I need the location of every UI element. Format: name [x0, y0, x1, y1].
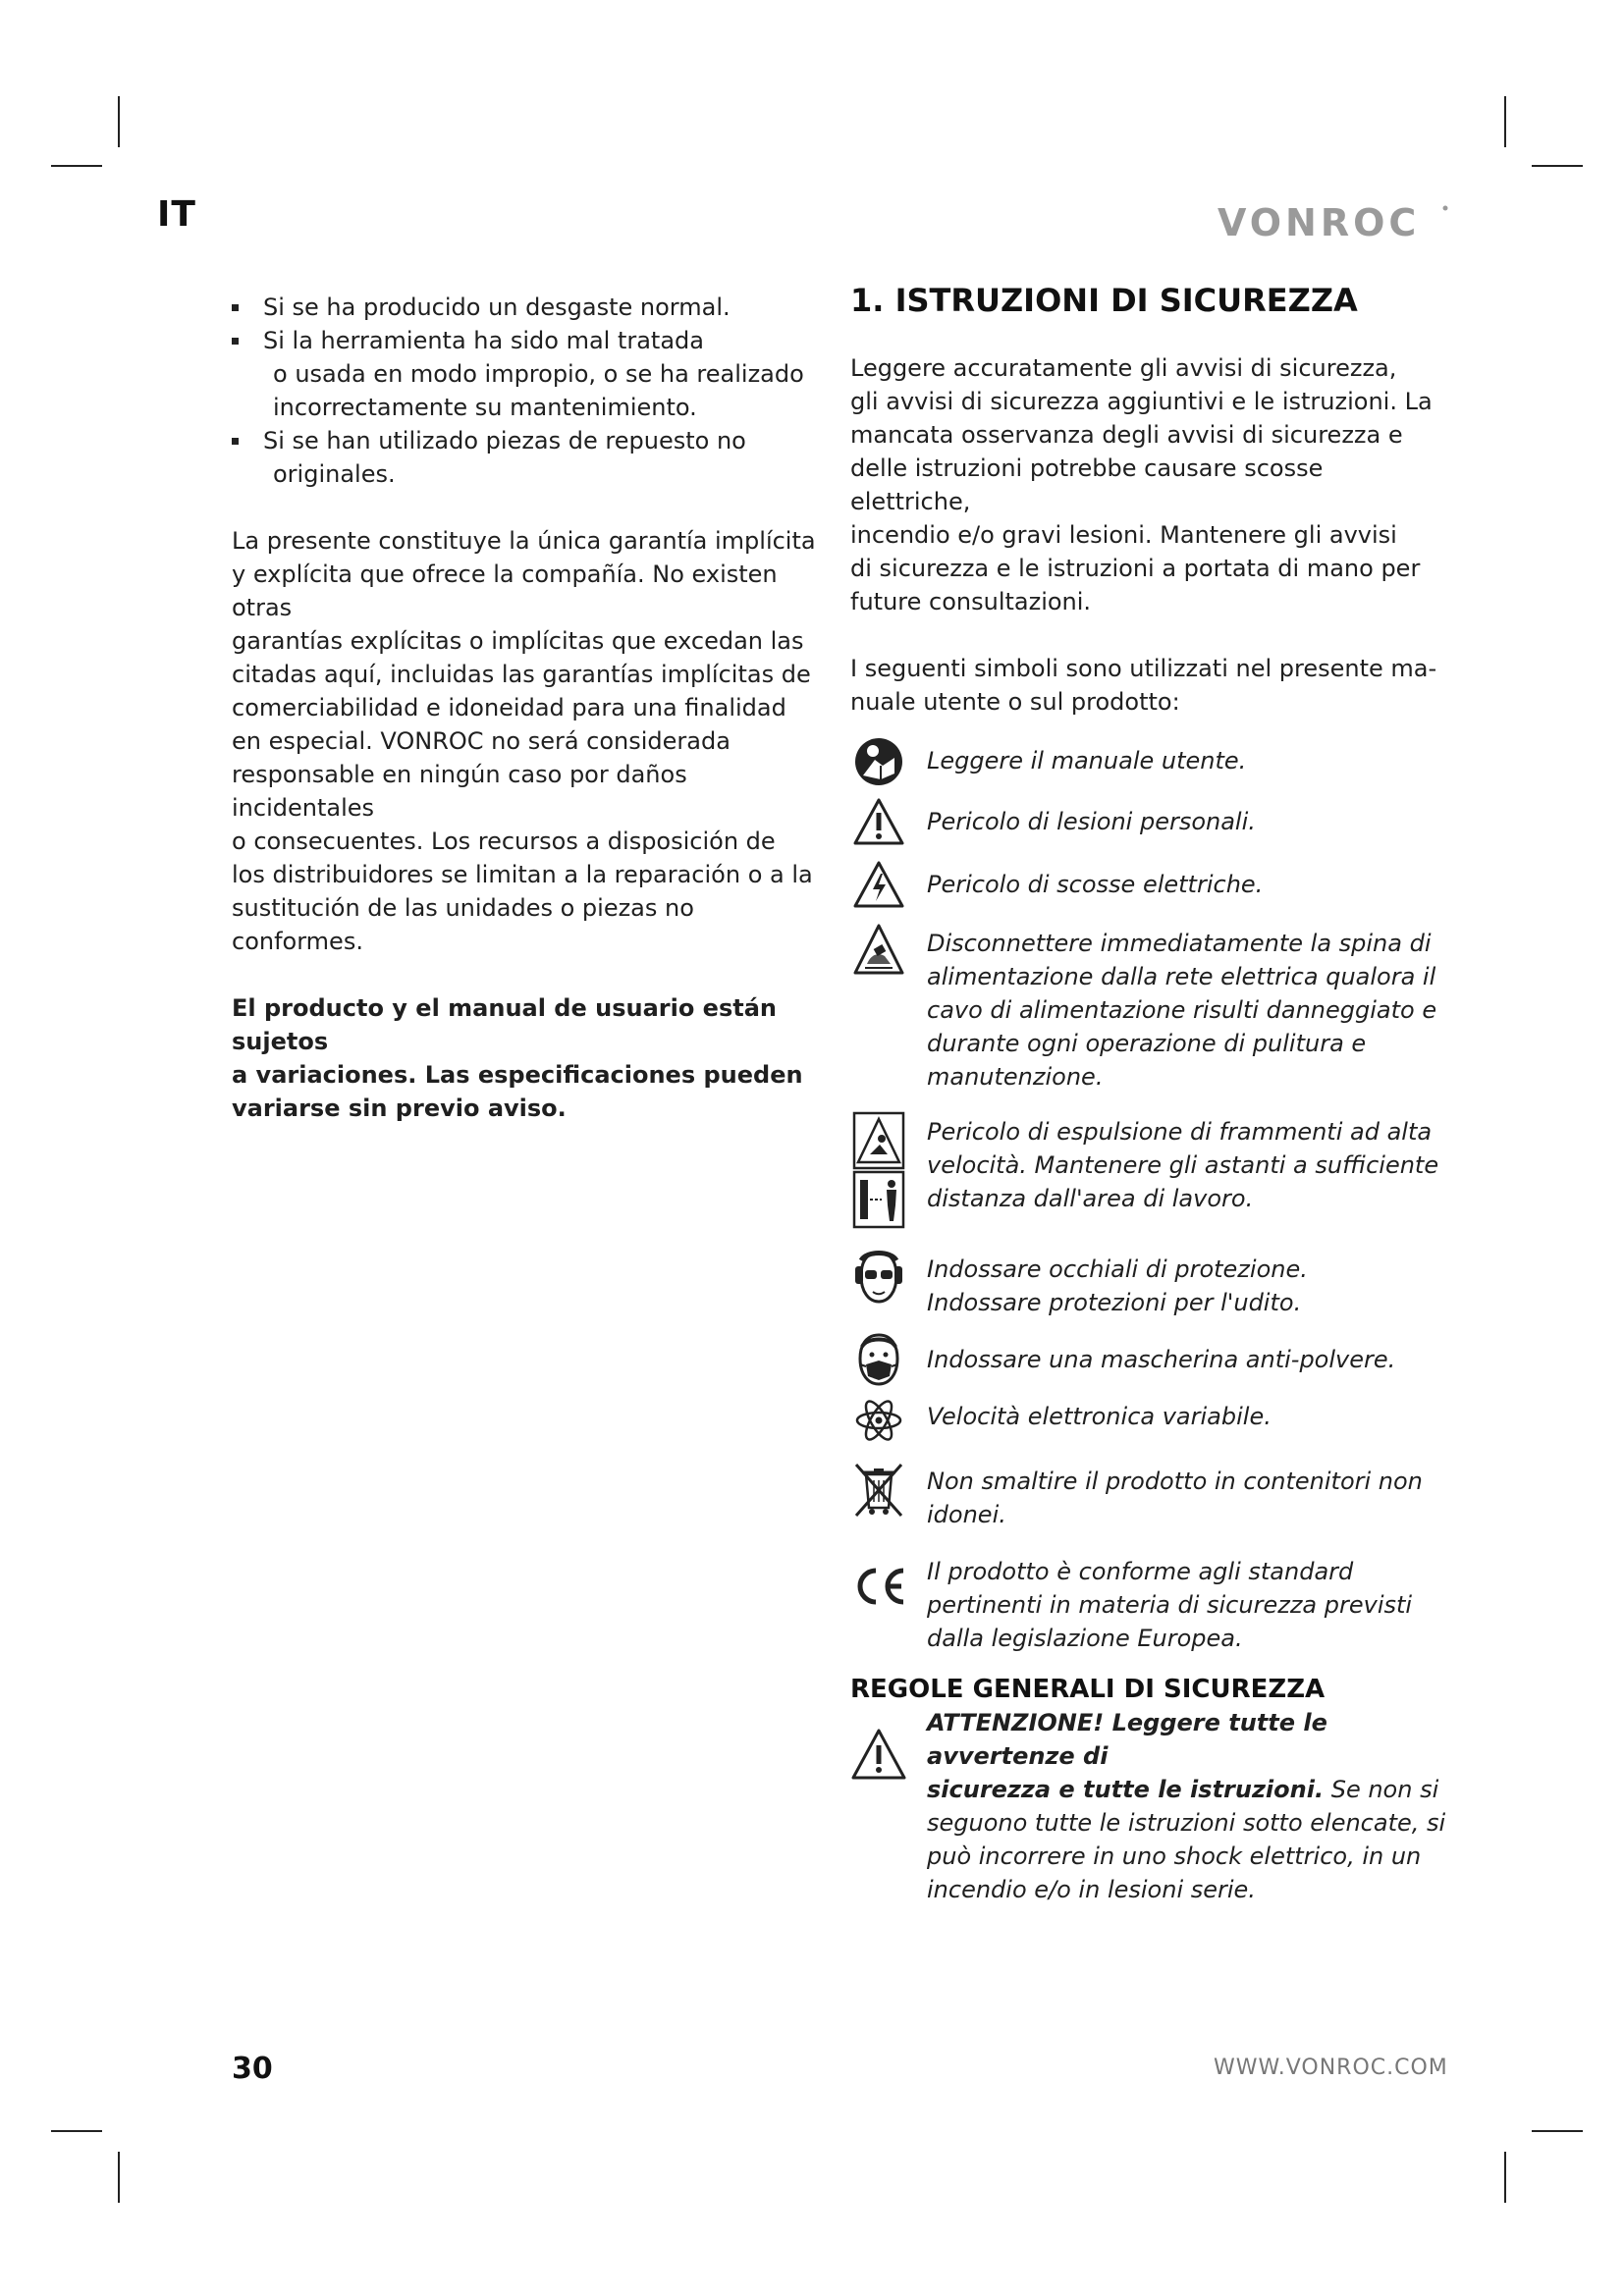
crop-mark — [1504, 2152, 1506, 2203]
symbol-text: Disconnettere immediatamente la spina di alimentazione dalla rete elettrica qualora il cavo di alimentazione risulti danneggiato e durante ogni operazione di pulitura e manutenzione. — [927, 930, 1437, 1091]
crop-mark — [51, 2130, 102, 2132]
symbols-intro: I seguenti simboli sono utilizzati nel presente ma- nuale utente o sul prodotto: — [850, 655, 1437, 716]
symbol-text: Leggere il manuale utente. — [927, 747, 1247, 774]
symbol-row — [850, 1461, 1449, 1531]
list-item-continuation: originales. — [273, 460, 396, 488]
dust-mask-icon — [854, 1331, 903, 1388]
warning-body-text: Se non si seguono tutte le istruzioni sotto elencate, si può incorrere in uno shock elettrico, in un incendio e/o in lesioni serie. — [927, 1776, 1446, 1903]
website-url: WWW.VONROC.COM — [1214, 2056, 1448, 2080]
symbol-text: Indossare una mascherina anti-polvere. — [927, 1346, 1396, 1373]
symbol-row — [850, 860, 1449, 909]
electric-shock-icon — [853, 860, 904, 909]
symbol-row — [850, 797, 1449, 846]
list-item: Si se ha producido un desgaste normal. — [232, 291, 821, 324]
right-column — [850, 281, 1449, 1906]
warning-triangle-icon — [853, 797, 904, 846]
weee-bin-icon — [852, 1461, 905, 1520]
crop-mark — [1504, 96, 1506, 147]
warning-bold-text: ATTENZIONE! Leggere tutte le avvertenze di sicurezza e tutte le istruzioni. — [927, 1709, 1327, 1803]
symbol-text: Pericolo di scosse elettriche. — [927, 871, 1264, 898]
unplug-icon — [853, 923, 904, 978]
warranty-paragraph: La presente constituye la única garantía implícita y explícita que ofrece la compañía. No existen otras garantías explícitas o implícitas que excedan las citadas aquí, incluidas las garantías implícitas de comerciabilidad e idoneidad para una finalidad en especial. VONROC no será considerada responsable en ningún caso por daños incidentales o consecuentes. Los recursos a disposición de los distribuidores se limitan a la reparación o a la sustitución de las unidades o piezas no conformes. — [232, 527, 816, 955]
crop-mark — [118, 2152, 120, 2203]
crop-mark — [1532, 2130, 1583, 2132]
language-code: IT — [157, 194, 196, 235]
symbol-text: Velocità elettronica variabile. — [927, 1403, 1272, 1430]
list-item-continuation: o usada en modo impropio, o se ha realizado incorrectamente su mantenimiento. — [273, 360, 804, 421]
general-warning-text — [927, 1706, 1449, 1906]
symbol-row — [850, 1331, 1449, 1388]
general-warning — [850, 1706, 1449, 1906]
vonroc-logo — [1218, 196, 1453, 245]
left-column — [232, 291, 821, 1125]
page-number: 30 — [232, 2052, 273, 2086]
crop-mark — [1532, 165, 1583, 167]
symbol-row — [850, 1249, 1449, 1319]
flying-debris-icon — [852, 1111, 905, 1229]
general-safety-title: REGOLE GENERALI DI SICUREZZA — [850, 1675, 1326, 1704]
symbol-row — [850, 736, 1449, 787]
variable-speed-icon — [853, 1396, 904, 1445]
symbol-text: Indossare occhiali di protezione. Indossare protezioni per l'udito. — [927, 1255, 1308, 1316]
symbol-row — [850, 1111, 1449, 1229]
warranty-exclusions-list — [232, 291, 821, 491]
ce-mark-icon — [850, 1565, 907, 1608]
notice-paragraph: El producto y el manual de usuario están sujetos a variaciones. Las especificaciones pueden variarse sin previo aviso. — [232, 994, 803, 1122]
symbol-text: Non smaltire il prodotto in contenitori non idonei. — [927, 1468, 1423, 1528]
goggles-earmuffs-icon — [853, 1249, 904, 1306]
warning-triangle-icon — [851, 1728, 906, 1781]
section-title: 1. ISTRUZIONI DI SICUREZZA — [850, 282, 1358, 319]
symbol-row — [850, 923, 1449, 1094]
brand-wordmark: VONROC — [1218, 201, 1421, 244]
symbol-row — [850, 1555, 1449, 1655]
crop-mark — [118, 96, 120, 147]
list-item: Si la herramienta ha sido mal tratada — [232, 324, 821, 357]
list-item: Si se han utilizado piezas de repuesto no — [232, 424, 821, 457]
intro-paragraph: Leggere accuratamente gli avvisi di sicurezza, gli avvisi di sicurezza aggiuntivi e le istruzioni. La mancata osservanza degli avvisi di sicurezza e delle istruzioni potrebbe causare scosse elettriche, incendio e/o gravi lesioni. Mantenere gli avvisi di sicurezza e le istruzioni a portata di mano per future consultazioni. — [850, 354, 1433, 615]
symbol-row — [850, 1396, 1449, 1445]
symbol-text: Il prodotto è conforme agli standard pertinenti in materia di sicurezza previsti dalla legislazione Europea. — [927, 1558, 1413, 1652]
symbol-text: Pericolo di lesioni personali. — [927, 808, 1256, 835]
symbol-text: Pericolo di espulsione di frammenti ad alta velocità. Mantenere gli astanti a sufficiente distanza dall'area di lavoro. — [927, 1118, 1439, 1212]
crop-mark — [51, 165, 102, 167]
read-manual-icon — [853, 736, 904, 787]
